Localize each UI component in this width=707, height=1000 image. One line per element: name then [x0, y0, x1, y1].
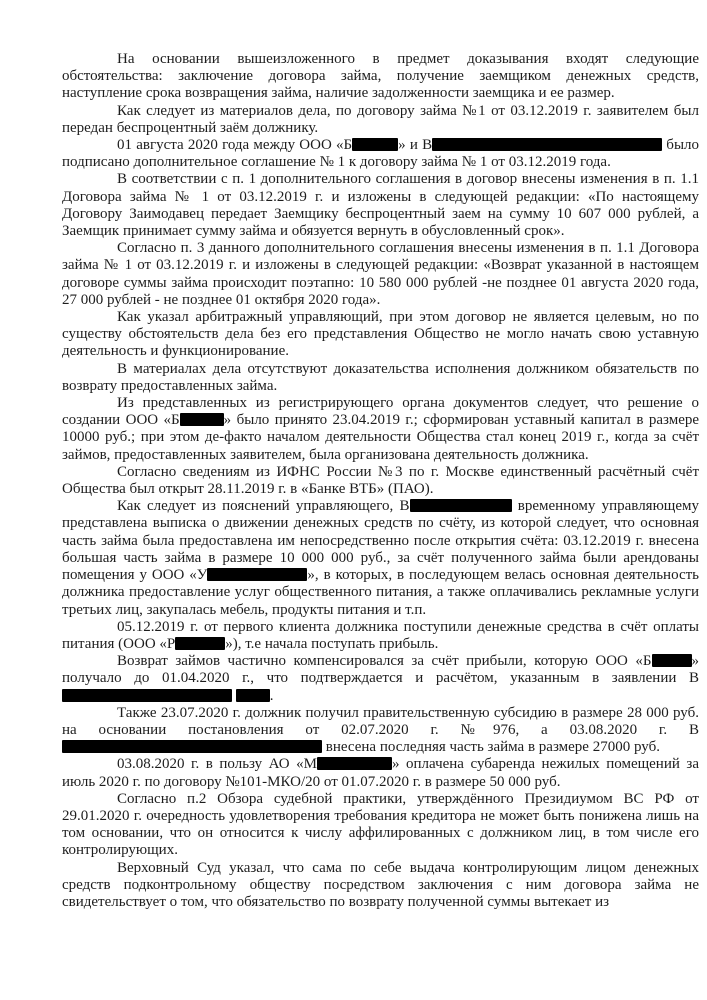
paragraph-text: На основании вышеизложенного в предмет доказывания входят следующие обстоятельства: заключение договора займа, получение заемщиком денежных средств, наступление срока возвращения займа, наличие задолженности заемщика и ее размер.	[62, 51, 699, 102]
paragraph-text: », в которых, в последующем велась основная деятельность должника предоставление услуг общественного питания, а также оплачивались рекламные услуги третьих лиц, закупалась мебель, продукты питания и т.п.	[62, 567, 699, 618]
redaction-bar	[207, 568, 307, 581]
paragraph-text: Как указал арбитражный управляющий, при этом договор не является целевым, но по существу обстоятельств дела без его представления Общество не могло начать свою уставную деятельность и функционирование.	[62, 309, 699, 360]
redaction-bar	[432, 138, 662, 151]
paragraph-10	[62, 498, 699, 618]
redaction-bar	[62, 689, 232, 702]
paragraph-6	[62, 309, 699, 361]
paragraph-text: .	[269, 687, 274, 704]
paragraph-text: Согласно п.2 Обзора судебной практики, утверждённого Президиумом ВС РФ от 29.01.2020 г. очередность удовлетворения требования кредитора не может быть понижена лишь на том основании, что он относится к числу аффилированных с должником лиц, в том числе его контролирующих.	[62, 790, 699, 859]
paragraph-text: было подписано дополнительное соглашение № 1 к договору займа № 1 от 03.12.2019 года.	[62, 137, 700, 171]
paragraph-text: Возврат займов частично компенсировался за счёт прибыли, которую ООО «Б	[117, 653, 652, 670]
paragraph-text: » было принято 23.04.2019 г.; сформирован уставный капитал в размере 10000 руб.; при этом де-факто началом деятельности Общества стал конец 2019 г., когда за счёт займов, предоставленных заявителем, была организована деятельность должника.	[62, 412, 700, 463]
paragraph-12	[62, 653, 699, 705]
paragraph-text: Из представленных из регистрирующего органа документов следует, что решение о создании ООО «Б	[62, 395, 699, 429]
document-text-block	[62, 51, 699, 911]
paragraph-text: 05.12.2019 г. от первого клиента должника поступили денежные средства в счёт оплаты питания (ООО «Р	[62, 618, 699, 652]
redaction-bar	[175, 637, 225, 650]
paragraph-text: 03.08.2020 г. в пользу АО «М	[117, 756, 317, 773]
paragraph-text: В соответствии с п. 1 дополнительного соглашения в договор внесены изменения в п. 1.1 Договора займа № 1 от 03.12.2019 г. и изложены в следующей редакции: «По настоящему Договору Заимодавец передает Заемщику беспроцентный заем на сумму 10 607 000 рублей, а Заемщик принимает сумму займа и обязуется вернуть в обусловленный срок».	[62, 171, 699, 240]
paragraph-text: » оплачена субаренда нежилых помещений за июль 2020 г. по договору №101-МКО/20 от 01.07.2020 г. в размере 50 000 руб.	[62, 756, 699, 790]
redaction-bar	[62, 740, 322, 753]
paragraph-text: »), т.е начала поступать прибыль.	[225, 635, 439, 652]
paragraph-1	[62, 51, 699, 103]
paragraph-text: » и В	[398, 137, 433, 154]
redaction-bar	[317, 757, 392, 770]
paragraph-11	[62, 619, 699, 653]
paragraph-4	[62, 171, 699, 240]
paragraph-text: Как следует из пояснений управляющего, В	[117, 498, 410, 515]
paragraph-text: В материалах дела отсутствуют доказательства исполнения должником обязательств по возврату предоставленных займа.	[62, 360, 699, 394]
paragraph-15	[62, 791, 699, 860]
paragraph-9	[62, 464, 699, 498]
paragraph-8	[62, 395, 699, 464]
paragraph-text: Согласно п. 3 данного дополнительного соглашения внесены изменения в п. 1.1 Договора займа № 1 от 03.12.2019 г. и изложены в следующей редакции: «Возврат указанной в настоящем договоре суммы займа происходит поэтапно: 10 580 000 рублей -не позднее 01 августа 2020 года, 27 000 рублей - не позднее 01 октября 2020 года».	[62, 240, 699, 308]
redaction-bar	[180, 413, 224, 426]
paragraph-16	[62, 860, 699, 912]
paragraph-2	[62, 103, 699, 137]
paragraph-text: Согласно сведениям из ИФНС России №3 по г. Москве единственный расчётный счёт Общества был открыт 28.11.2019 г. в «Банке ВТБ» (ПАО).	[62, 463, 699, 498]
paragraph-text: временному управляющему представлена выписка о движении денежных средств по счёту, из которой следует, что основная часть займа была предоставлена им непосредственно после открытия счёта: 03.12.2019 г. внесена большая часть займа в размере 10 000 000 руб., за счёт полученного займа были арендованы помещения у ООО «У	[62, 498, 699, 584]
paragraph-text: внесена последняя часть займа в размере 27000 руб.	[322, 739, 660, 756]
paragraph-text: Как следует из материалов дела, по договору займа №1 от 03.12.2019 г. заявителем был передан беспроцентный заём должнику.	[62, 102, 699, 136]
paragraph-text: » получало до 01.04.2020 г., что подтверждается и расчётом, указанным в заявлении В	[62, 653, 699, 687]
paragraph-13	[62, 705, 699, 757]
paragraph-7	[62, 361, 699, 395]
paragraph-5	[62, 240, 699, 309]
redaction-bar	[236, 689, 270, 702]
paragraph-text: 01 августа 2020 года между ООО «Б	[117, 137, 353, 154]
redaction-bar	[410, 499, 512, 512]
paragraph-14	[62, 756, 699, 790]
paragraph-text: Верховный Суд указал, что сама по себе выдача контролирующим лицом денежных средств подконтрольному обществу посредством заключения с ним договора займа не свидетельствует о том, что обязательство по возврату полученной суммы вытекает из	[62, 859, 699, 910]
redaction-bar	[652, 654, 692, 667]
paragraph-text: Также 23.07.2020 г. должник получил правительственную субсидию в размере 28 000 руб. на основании постановления от 02.07.2020 г. №976, а 03.08.2020 г. В	[62, 704, 699, 738]
redaction-bar	[352, 138, 398, 151]
paragraph-3	[62, 137, 699, 171]
